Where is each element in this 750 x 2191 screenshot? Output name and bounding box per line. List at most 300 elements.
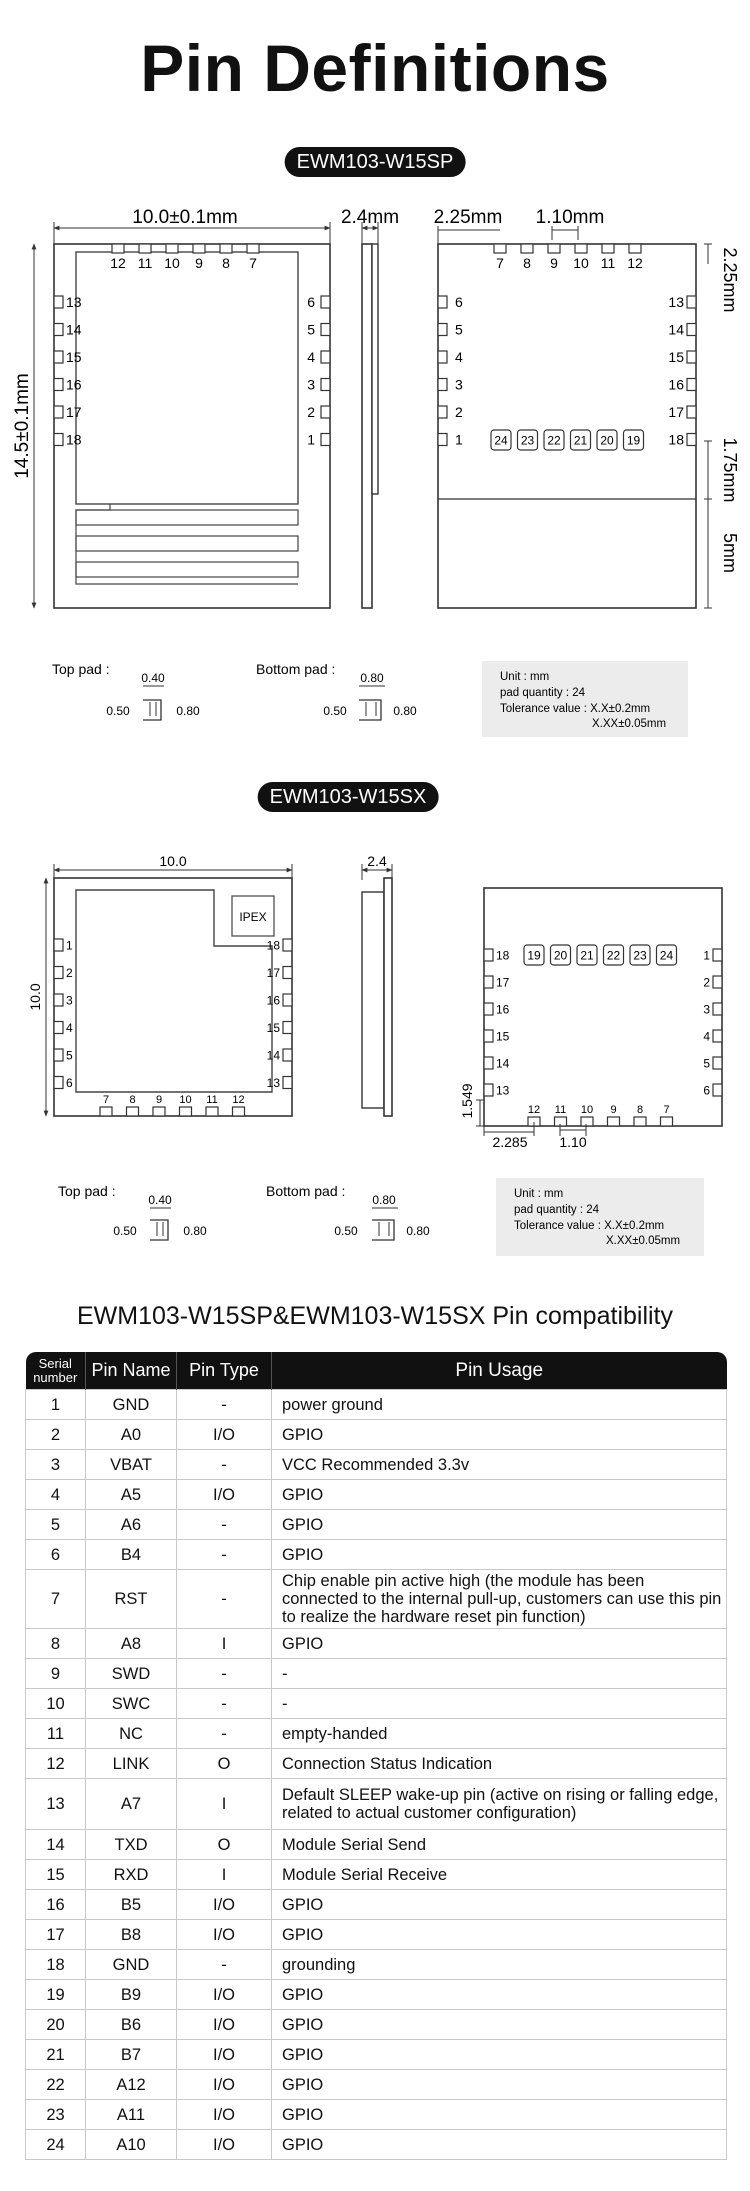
pin-serial-cell: 15: [26, 1860, 86, 1890]
sx-ipex-label: IPEX: [239, 910, 267, 924]
pin-type-cell: I: [177, 1629, 272, 1659]
sx-pad-sizes: [58, 1183, 430, 1240]
svg-text:X.XX±0.05mm: X.XX±0.05mm: [592, 718, 667, 730]
pin-pad: [575, 244, 587, 253]
pin-label: 5: [455, 321, 463, 338]
pin-pad: [713, 1030, 722, 1042]
pin-pad: [521, 244, 533, 253]
sp-antenna-dim: 5mm: [720, 533, 740, 573]
pin-label: 16: [66, 376, 82, 393]
pin-label: 12: [232, 1094, 245, 1106]
sp-back-view: [434, 207, 740, 608]
pin-type-cell: I/O: [177, 1890, 272, 1920]
pin-label: 18: [668, 431, 684, 448]
table-row: [26, 1749, 727, 1779]
pin-serial-cell: 1: [26, 1390, 86, 1420]
pin-label: 2: [455, 404, 463, 421]
pin-pad: [713, 976, 722, 988]
sx-back-view: [459, 888, 722, 1150]
sp-pad-sizes: [52, 661, 417, 720]
pin-type-cell: -: [177, 1450, 272, 1480]
center-pad-label: 24: [494, 433, 508, 448]
pin-label: 14: [496, 1056, 510, 1071]
sp-height-dim: 14.5±0.1mm: [12, 373, 33, 479]
pin-serial-cell: 11: [26, 1719, 86, 1749]
pin-label: 10: [164, 255, 180, 271]
svg-text:0.80: 0.80: [183, 1224, 207, 1238]
pin-type-cell: -: [177, 1540, 272, 1570]
pin-serial-cell: 6: [26, 1540, 86, 1570]
pin-label: 13: [668, 294, 684, 311]
table-row: [26, 1450, 727, 1480]
pin-usage-cell: empty-handed: [272, 1719, 727, 1749]
center-pad-label: 24: [659, 948, 674, 963]
pin-label: 2: [307, 404, 315, 421]
pin-label: 4: [703, 1029, 710, 1044]
header-pin-usage: Pin Usage: [272, 1352, 727, 1390]
sp-top-pad-right: 0.80: [176, 704, 200, 718]
pin-label: 16: [668, 376, 684, 393]
pin-serial-cell: 5: [26, 1510, 86, 1540]
pin-table: [25, 1352, 727, 2160]
pin-pad: [548, 244, 560, 253]
center-pad-label: 20: [600, 433, 614, 448]
pin-serial-cell: 19: [26, 1980, 86, 2010]
pin-name-cell: TXD: [86, 1830, 177, 1860]
pin-label: 17: [266, 965, 280, 980]
pin-pad: [687, 351, 696, 363]
sp-side-view: [341, 207, 399, 608]
pin-pad: [321, 379, 330, 391]
pin-pad: [438, 296, 447, 308]
pin-label: 3: [703, 1002, 710, 1017]
pin-pad: [661, 1117, 673, 1126]
sx-bottom-pad-label: Bottom pad :: [266, 1183, 346, 1199]
pin-usage-cell: GPIO: [272, 2040, 727, 2070]
pin-label: 9: [610, 1104, 617, 1116]
pin-label: 12: [527, 1104, 541, 1116]
pin-pad: [484, 976, 493, 988]
pin-pad: [54, 406, 63, 418]
pin-label: 4: [66, 1020, 73, 1035]
center-pad-label: 22: [547, 433, 561, 448]
pin-usage-cell: Connection Status Indication: [272, 1749, 727, 1779]
sx-side-view: [362, 853, 392, 1116]
pin-label: 5: [703, 1056, 710, 1071]
pin-name-cell: NC: [86, 1719, 177, 1749]
pin-pad: [484, 949, 493, 961]
sx-bottom-offset-dim: 1.549: [459, 1083, 475, 1119]
pin-label: 11: [600, 255, 616, 271]
pin-pad: [283, 1049, 292, 1061]
pin-label: 6: [703, 1083, 710, 1098]
pin-name-cell: A5: [86, 1480, 177, 1510]
pin-pad: [713, 949, 722, 961]
pin-pad: [112, 244, 124, 253]
pin-pad: [283, 1077, 292, 1089]
pin-label: 9: [155, 1094, 163, 1106]
pin-serial-cell: 7: [26, 1570, 86, 1629]
pin-pad: [629, 244, 641, 253]
pin-label: 18: [266, 938, 280, 953]
table-row: [26, 1719, 727, 1749]
pin-pad: [54, 296, 63, 308]
pin-pad: [687, 379, 696, 391]
pin-pad: [438, 351, 447, 363]
pin-usage-cell: VCC Recommended 3.3v: [272, 1450, 727, 1480]
pin-pad: [283, 1022, 292, 1034]
pin-serial-cell: 20: [26, 2010, 86, 2040]
pin-pad: [321, 296, 330, 308]
pin-type-cell: -: [177, 1950, 272, 1980]
pin-label: 4: [307, 349, 315, 366]
table-row: [26, 1689, 727, 1719]
pin-type-cell: I: [177, 1860, 272, 1890]
pin-name-cell: B8: [86, 1920, 177, 1950]
pin-usage-cell: grounding: [272, 1950, 727, 1980]
pin-type-cell: I/O: [177, 1920, 272, 1950]
table-row: [26, 1890, 727, 1920]
center-pad-label: 23: [520, 433, 535, 448]
pin-type-cell: I/O: [177, 2070, 272, 2100]
pin-pad: [54, 434, 63, 446]
pin-label: 18: [496, 948, 510, 963]
pin-pad: [100, 1107, 112, 1116]
pin-pad: [687, 406, 696, 418]
pin-label: 16: [266, 993, 280, 1008]
pin-label: 8: [129, 1094, 136, 1106]
pin-label: 2: [703, 975, 710, 990]
pin-pad: [438, 406, 447, 418]
pin-label: 18: [66, 431, 82, 448]
pin-label: 15: [496, 1029, 510, 1044]
pin-pad: [608, 1117, 620, 1126]
center-pad-label: 19: [626, 433, 641, 448]
svg-text:X.XX±0.05mm: X.XX±0.05mm: [606, 1235, 681, 1247]
pin-label: 9: [195, 255, 203, 271]
pin-label: 10: [580, 1104, 594, 1116]
pin-pad: [484, 1084, 493, 1096]
pin-serial-cell: 12: [26, 1749, 86, 1779]
pin-table-header: [26, 1352, 727, 1390]
pin-name-cell: A0: [86, 1420, 177, 1450]
pin-serial-cell: 14: [26, 1830, 86, 1860]
pin-label: 13: [66, 294, 82, 311]
pin-pad: [438, 324, 447, 336]
pin-serial-cell: 24: [26, 2130, 86, 2160]
sp-pad-area-dim: 1.75mm: [720, 437, 740, 503]
table-row: [26, 1920, 727, 1950]
pin-label: 5: [307, 321, 315, 338]
model-badge-sx: EWM103-W15SX: [258, 782, 439, 812]
pin-name-cell: B6: [86, 2010, 177, 2040]
pin-label: 6: [455, 294, 463, 311]
pin-type-cell: I/O: [177, 2010, 272, 2040]
pin-serial-cell: 2: [26, 1420, 86, 1450]
pin-label: 3: [66, 993, 73, 1008]
pin-label: 7: [496, 255, 504, 271]
pin-name-cell: B7: [86, 2040, 177, 2070]
pin-label: 7: [249, 255, 257, 271]
pin-pad: [54, 967, 63, 979]
sx-left-offset-dim: 2.285: [492, 1134, 528, 1150]
table-row: [26, 2130, 727, 2160]
sp-pitch-offset-dim: 2.25mm: [433, 207, 503, 228]
pin-type-cell: -: [177, 1390, 272, 1420]
table-row: [26, 1510, 727, 1540]
sp-diagram: [0, 190, 750, 750]
pin-label: 12: [627, 255, 643, 271]
pin-label: 15: [66, 349, 82, 366]
pin-name-cell: GND: [86, 1390, 177, 1420]
pin-label: 11: [554, 1104, 567, 1116]
pin-label: 14: [668, 321, 684, 338]
pin-label: 17: [66, 404, 82, 421]
center-pad-label: 22: [606, 948, 621, 963]
table-row: [26, 1950, 727, 1980]
pin-usage-cell: power ground: [272, 1390, 727, 1420]
sp-top-pad-label: Top pad :: [52, 661, 110, 677]
svg-text:Unit : mm: Unit : mm: [500, 671, 550, 683]
pin-label: 7: [102, 1094, 110, 1106]
pin-pad: [54, 994, 63, 1006]
pin-name-cell: A6: [86, 1510, 177, 1540]
svg-text:0.80: 0.80: [406, 1224, 430, 1238]
pin-pad: [321, 406, 330, 418]
sp-top-pad-left: 0.50: [106, 704, 130, 718]
sp-info-box: [482, 661, 688, 737]
pin-label: 12: [110, 255, 126, 271]
svg-text:0.80: 0.80: [372, 1193, 396, 1207]
pin-serial-cell: 17: [26, 1920, 86, 1950]
pin-pad: [484, 1030, 493, 1042]
pin-label: 15: [668, 349, 684, 366]
sp-bottom-pad-label: Bottom pad :: [256, 661, 336, 677]
pin-pad: [193, 244, 205, 253]
pin-label: 7: [663, 1104, 670, 1116]
sx-thickness-dim: 2.4: [367, 853, 387, 869]
sx-top-pad-label: Top pad :: [58, 1183, 116, 1199]
pin-name-cell: RXD: [86, 1860, 177, 1890]
page-title: Pin Definitions: [140, 31, 610, 105]
pin-pad: [713, 1084, 722, 1096]
pin-usage-cell: GPIO: [272, 2010, 727, 2040]
sp-bottom-pad-width: 0.80: [360, 671, 384, 685]
table-row: [26, 1629, 727, 1659]
pin-pad: [283, 967, 292, 979]
pin-pad: [438, 434, 447, 446]
pin-label: 13: [496, 1083, 510, 1098]
pin-pad: [713, 1003, 722, 1015]
pin-type-cell: -: [177, 1659, 272, 1689]
pin-pad: [634, 1117, 646, 1126]
pin-type-cell: -: [177, 1719, 272, 1749]
header-pin-type: Pin Type: [177, 1352, 272, 1390]
pin-pad: [321, 434, 330, 446]
pin-name-cell: B9: [86, 1980, 177, 2010]
pin-usage-cell: Default SLEEP wake-up pin (active on rising or falling edge, related to actual customer configuration): [272, 1779, 727, 1830]
pin-label: 10: [179, 1094, 192, 1106]
pin-pad: [494, 244, 506, 253]
pin-serial-cell: 8: [26, 1629, 86, 1659]
pin-usage-cell: GPIO: [272, 1980, 727, 2010]
pin-pad: [54, 324, 63, 336]
table-row: [26, 1659, 727, 1689]
table-row: [26, 1480, 727, 1510]
pin-pad: [54, 939, 63, 951]
pin-label: 6: [307, 294, 315, 311]
sx-pitch-dim: 1.10: [559, 1134, 587, 1150]
center-pad-label: 21: [573, 433, 588, 448]
pin-type-cell: I: [177, 1779, 272, 1830]
pin-pad: [687, 324, 696, 336]
table-row: [26, 1540, 727, 1570]
sp-thickness-dim: 2.4mm: [340, 207, 400, 228]
pin-type-cell: I/O: [177, 1420, 272, 1450]
pin-label: 3: [307, 376, 315, 393]
pin-label: 13: [266, 1075, 280, 1090]
pin-name-cell: A11: [86, 2100, 177, 2130]
pin-name-cell: RST: [86, 1570, 177, 1629]
pin-pad: [247, 244, 259, 253]
pin-pad: [54, 1022, 63, 1034]
pin-serial-cell: 13: [26, 1779, 86, 1830]
pin-pad: [484, 1003, 493, 1015]
pin-pad: [233, 1107, 245, 1116]
table-row: [26, 2070, 727, 2100]
pin-label: 1: [307, 431, 315, 448]
pin-pad: [687, 296, 696, 308]
sx-diagram: [0, 830, 750, 1270]
pin-label: 16: [496, 1002, 510, 1017]
sp-pitch-dim: 1.10mm: [535, 207, 605, 228]
pin-label: 15: [266, 1020, 280, 1035]
pin-usage-cell: Chip enable pin active high (the module has been connected to the internal pull-up, customers can use this pin to realize the hardware reset pin function): [272, 1570, 727, 1629]
sx-front-view: [54, 878, 292, 1116]
pin-serial-cell: 16: [26, 1890, 86, 1920]
table-row: [26, 1570, 727, 1629]
pin-name-cell: A12: [86, 2070, 177, 2100]
pin-pad: [220, 244, 232, 253]
pin-pad: [127, 1107, 139, 1116]
pin-pad: [602, 244, 614, 253]
pin-serial-cell: 22: [26, 2070, 86, 2100]
svg-text:Unit : mm: Unit : mm: [514, 1188, 564, 1200]
sp-width-dim: 10.0±0.1mm: [132, 207, 238, 228]
header-pin-name: Pin Name: [86, 1352, 177, 1390]
pin-name-cell: A7: [86, 1779, 177, 1830]
pin-pad: [139, 244, 151, 253]
pin-label: 5: [66, 1048, 73, 1063]
pin-pad: [321, 324, 330, 336]
pin-pad: [166, 244, 178, 253]
table-row: [26, 1390, 727, 1420]
svg-text:Tolerance value : X.X±0.2mm: Tolerance value : X.X±0.2mm: [514, 1220, 665, 1232]
pin-type-cell: I/O: [177, 2130, 272, 2160]
pin-pad: [180, 1107, 192, 1116]
sx-info-box: [496, 1178, 704, 1256]
pin-type-cell: O: [177, 1830, 272, 1860]
pin-usage-cell: Module Serial Send: [272, 1830, 727, 1860]
pin-label: 10: [573, 255, 589, 271]
pin-pad: [283, 939, 292, 951]
table-row: [26, 2100, 727, 2130]
pin-label: 14: [266, 1048, 280, 1063]
table-row: [26, 2010, 727, 2040]
pin-usage-cell: -: [272, 1689, 727, 1719]
pin-pad: [484, 1057, 493, 1069]
pin-usage-cell: GPIO: [272, 2070, 727, 2100]
pin-pad: [54, 1077, 63, 1089]
pin-name-cell: A8: [86, 1629, 177, 1659]
pin-label: 11: [206, 1094, 218, 1106]
center-pad-label: 20: [553, 948, 568, 963]
pin-usage-cell: Module Serial Receive: [272, 1860, 727, 1890]
svg-text:pad quantity : 24: pad quantity : 24: [514, 1204, 600, 1216]
header-serial: Serial number: [26, 1352, 86, 1390]
pin-usage-cell: GPIO: [272, 1629, 727, 1659]
pin-name-cell: B5: [86, 1890, 177, 1920]
pin-pad: [438, 379, 447, 391]
sp-bottom-pad-right: 0.80: [393, 704, 417, 718]
table-row: [26, 1420, 727, 1450]
pin-label: 8: [636, 1104, 644, 1116]
table-row: [26, 1980, 727, 2010]
pin-label: 9: [550, 255, 558, 271]
svg-text:0.50: 0.50: [334, 1224, 358, 1238]
center-pad-label: 19: [527, 948, 541, 963]
pin-label: 1: [703, 948, 710, 963]
pin-pad: [54, 351, 63, 363]
pin-usage-cell: GPIO: [272, 1480, 727, 1510]
pin-type-cell: -: [177, 1510, 272, 1540]
pin-label: 14: [66, 321, 82, 338]
pin-type-cell: -: [177, 1689, 272, 1719]
pin-label: 2: [66, 965, 73, 980]
pin-type-cell: -: [177, 1570, 272, 1629]
pin-name-cell: VBAT: [86, 1450, 177, 1480]
pin-name-cell: LINK: [86, 1749, 177, 1779]
pin-name-cell: GND: [86, 1950, 177, 1980]
pin-serial-cell: 21: [26, 2040, 86, 2070]
pin-type-cell: O: [177, 1749, 272, 1779]
pin-serial-cell: 10: [26, 1689, 86, 1719]
sx-width-dim: 10.0: [159, 853, 187, 869]
table-row: [26, 2040, 727, 2070]
svg-text:0.40: 0.40: [148, 1193, 172, 1207]
pin-usage-cell: GPIO: [272, 1890, 727, 1920]
pin-label: 1: [455, 431, 463, 448]
svg-text:0.50: 0.50: [113, 1224, 137, 1238]
pin-name-cell: SWC: [86, 1689, 177, 1719]
pin-pad: [713, 1057, 722, 1069]
pin-usage-cell: GPIO: [272, 2100, 727, 2130]
pin-type-cell: I/O: [177, 2040, 272, 2070]
sp-top-offset-dim: 2.25mm: [720, 247, 740, 313]
pin-label: 17: [496, 975, 510, 990]
pin-label: 1: [66, 938, 73, 953]
pin-usage-cell: -: [272, 1659, 727, 1689]
table-row: [26, 1830, 727, 1860]
pin-name-cell: SWD: [86, 1659, 177, 1689]
pin-pad: [54, 379, 63, 391]
pin-pad: [54, 1049, 63, 1061]
pin-usage-cell: GPIO: [272, 1510, 727, 1540]
model-badge-sp: EWM103-W15SP: [285, 147, 466, 177]
pin-label: 11: [137, 255, 153, 271]
pin-type-cell: I/O: [177, 2100, 272, 2130]
pin-pad: [687, 434, 696, 446]
